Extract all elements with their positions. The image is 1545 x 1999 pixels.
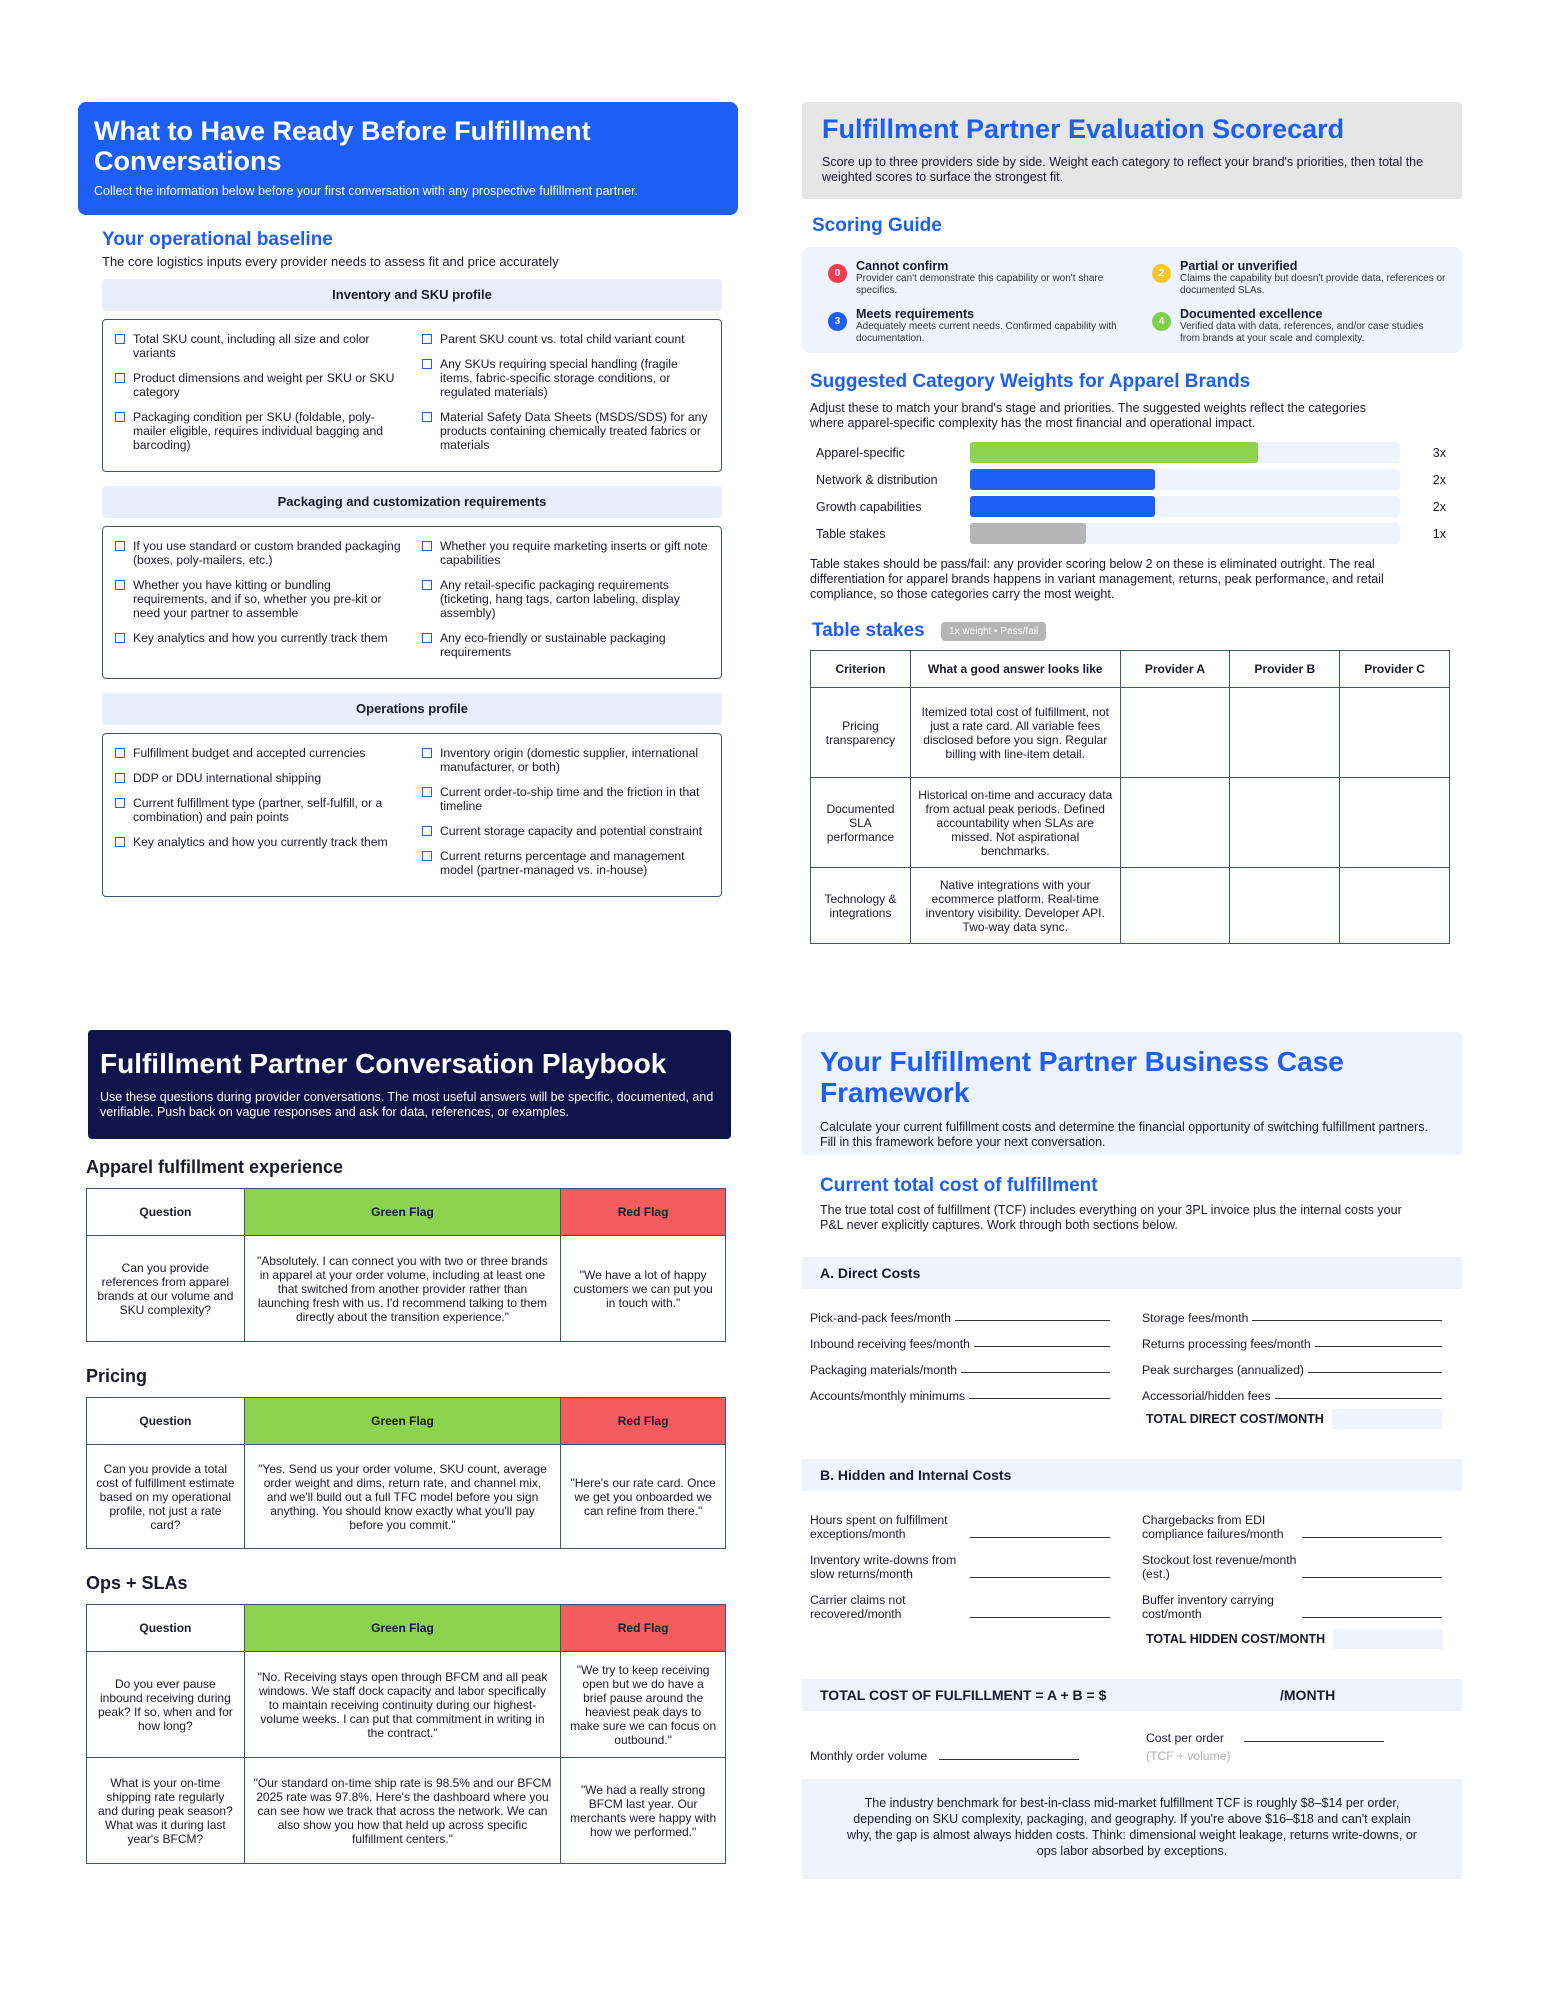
tcf-title: Current total cost of fulfillment — [820, 1175, 1098, 1196]
score-label: Documented excellence — [1180, 307, 1323, 321]
green-flag-header: Green Flag — [244, 1189, 560, 1236]
cost-field-line[interactable] — [974, 1346, 1110, 1347]
scoring-guide-item — [828, 259, 1122, 297]
checklist-item-label: Fulfillment budget and accepted currencies — [133, 746, 366, 760]
checklist-section-title: Inventory and SKU profile — [102, 279, 722, 311]
checklist-item[interactable] — [422, 849, 709, 877]
cost-field-line[interactable] — [970, 1617, 1110, 1618]
checkbox-icon[interactable] — [422, 541, 432, 551]
monthly-volume-field — [810, 1731, 1146, 1763]
weight-label: Network & distribution — [816, 472, 938, 487]
ready-checklist-panel — [78, 102, 738, 897]
checklist-item-label: Whether you have kitting or bundling requirements, and if so, whether you pre-kit or need your partner to assemble — [133, 578, 382, 620]
direct-costs-band: A. Direct Costs — [802, 1257, 1462, 1289]
checklist-item-label: Product dimensions and weight per SKU or SKU category — [133, 371, 395, 399]
weight-row — [802, 439, 1462, 466]
scoring-guide — [802, 247, 1462, 353]
cost-field — [810, 1351, 1118, 1377]
scorecard-title: Fulfillment Partner Evaluation Scorecard — [822, 114, 1345, 144]
hidden-total-label: TOTAL HIDDEN COST/MONTH — [1146, 1632, 1326, 1646]
weight-value: 2x — [1432, 499, 1446, 514]
checklist-item[interactable] — [115, 371, 402, 399]
checklist-column-right — [422, 539, 709, 670]
cost-field-line[interactable] — [961, 1372, 1110, 1373]
red-flag-header: Red Flag — [561, 1605, 726, 1652]
direct-total-field[interactable] — [1332, 1409, 1442, 1429]
checklist-column-left — [115, 539, 402, 670]
playbook-sections — [86, 1157, 731, 1864]
checklist-box — [102, 733, 722, 897]
order-metrics — [802, 1731, 1462, 1763]
table-row — [811, 778, 1450, 868]
checkbox-icon[interactable] — [422, 359, 432, 369]
table-stakes-heading — [812, 620, 1462, 642]
cost-field — [810, 1299, 1118, 1325]
cost-field — [1142, 1581, 1450, 1621]
green-flag-header: Green Flag — [244, 1398, 560, 1445]
checklist-item-label: Any SKUs requiring special handling (fragile items, fabric-specific storage conditions, or regulated materials) — [440, 357, 678, 399]
question-cell: Do you ever pause inbound receiving during peak? If so, when and for how long? — [87, 1652, 245, 1758]
checklist-item[interactable] — [115, 410, 402, 452]
cost-field-label: Pick-and-pack fees/month — [810, 1311, 951, 1325]
total-cost-band — [802, 1679, 1462, 1711]
cost-field — [810, 1377, 1118, 1403]
checklist-item[interactable] — [115, 631, 402, 645]
scoring-guide-item — [1152, 307, 1446, 345]
cost-field-label: Buffer inventory carrying cost/month — [1142, 1593, 1274, 1621]
cost-field-label: Packaging materials/month — [810, 1363, 957, 1377]
baseline-subtitle: The core logistics inputs every provider needs to assess fit and price accurately — [102, 254, 559, 269]
hidden-right-column — [1142, 1501, 1450, 1621]
hidden-costs-band: B. Hidden and Internal Costs — [802, 1459, 1462, 1491]
direct-costs-fields — [802, 1289, 1462, 1403]
provider-b-score-cell[interactable] — [1230, 868, 1340, 944]
score-label: Partial or unverified — [1180, 259, 1298, 273]
checkbox-icon[interactable] — [422, 580, 432, 590]
cost-field-line[interactable] — [955, 1320, 1110, 1321]
checklist-item[interactable] — [422, 539, 709, 567]
provider-a-score-cell[interactable] — [1120, 868, 1230, 944]
checklist-item[interactable] — [422, 578, 709, 620]
playbook-section-title: Apparel fulfillment experience — [86, 1157, 344, 1177]
checklist-item-label: Parent SKU count vs. total child variant count — [440, 332, 685, 346]
checklist-box — [102, 319, 722, 472]
cost-field-label: Returns processing fees/month — [1142, 1337, 1311, 1351]
green-flag-cell: "Our standard on-time ship rate is 98.5% and our BFCM 2025 rate was 97.8%. Here's the dashboard where you can see how we track that across the network. We can also show you how that held up across specific fulfillment centers." — [244, 1758, 560, 1864]
table-row — [87, 1758, 726, 1864]
table-stakes-title: Table stakes — [812, 620, 925, 641]
weight-label: Apparel-specific — [816, 445, 905, 460]
red-flag-cell: "We try to keep receiving open but we do have a brief pause around the heaviest peak days to make sure we can focus on outbound." — [561, 1652, 726, 1758]
green-flag-header: Green Flag — [244, 1605, 560, 1652]
cost-per-order-line[interactable] — [1244, 1741, 1384, 1742]
checklist-sections — [78, 279, 738, 897]
hidden-left-column — [810, 1501, 1118, 1621]
weight-row — [802, 466, 1462, 493]
checklist-item[interactable] — [115, 771, 402, 785]
weight-row — [802, 493, 1462, 520]
checklist-item[interactable] — [115, 835, 402, 849]
checkbox-icon[interactable] — [115, 633, 125, 643]
weight-label: Growth capabilities — [816, 499, 922, 514]
hidden-total-field[interactable] — [1333, 1629, 1443, 1649]
weight-track — [970, 469, 1400, 490]
question-header: Question — [87, 1605, 245, 1652]
weights-title: Suggested Category Weights for Apparel Brands — [810, 371, 1251, 392]
checklist-item[interactable] — [422, 332, 709, 346]
table-row — [811, 688, 1450, 778]
checkbox-icon[interactable] — [115, 837, 125, 847]
checklist-item-label: Any eco-friendly or sustainable packaging requirements — [440, 631, 666, 659]
checkbox-icon[interactable] — [422, 748, 432, 758]
cost-field-label: Hours spent on fulfillment exceptions/month — [810, 1513, 948, 1541]
cost-field-line[interactable] — [1275, 1398, 1442, 1399]
checkbox-icon[interactable] — [115, 580, 125, 590]
checklist-item[interactable] — [422, 785, 709, 813]
ready-header — [78, 102, 738, 215]
provider-a-score-cell[interactable] — [1120, 688, 1230, 778]
checkbox-icon[interactable] — [422, 334, 432, 344]
red-flag-cell: "We had a really strong BFCM last year. Our merchants were happy with how we performed." — [561, 1758, 726, 1864]
criterion-cell: Technology & integrations — [811, 868, 911, 944]
green-flag-cell: "Absolutely. I can connect you with two or three brands in apparel at your order volume, including at least one that switched from another provider rather than launching fresh with us. I'd recommend talking to them directly about the transition experience." — [244, 1236, 560, 1342]
cost-field-label: Inventory write-downs from slow returns/month — [810, 1553, 957, 1581]
checklist-item-label: Total SKU count, including all size and color variants — [133, 332, 370, 360]
weight-bar — [970, 496, 1155, 517]
good-answer-cell: Historical on-time and accuracy data from actual peak periods. Defined accountability when SLAs are missed. Not aspirational benchmarks. — [910, 778, 1120, 868]
weights-note: Table stakes should be pass/fail: any provider scoring below 2 on these is eliminated outright. The real differentiation for apparel brands happens in variant management, returns, peak performance, and retail compliance, so those categories carry the most weight. — [810, 557, 1384, 601]
checkbox-icon[interactable] — [422, 412, 432, 422]
monthly-volume-line[interactable] — [939, 1759, 1079, 1760]
checklist-item-label: DDP or DDU international shipping — [133, 771, 322, 785]
ready-title: What to Have Ready Before Fulfillment Conversations — [94, 116, 591, 176]
scorecard-subtitle: Score up to three providers side by side. Weight each category to reflect your brand's priorities, then total the weighted scores to surface the strongest fit. — [822, 155, 1424, 184]
score-description: Provider can't demonstrate this capability or won't share specifics. — [856, 273, 1104, 296]
cost-field-label: Storage fees/month — [1142, 1311, 1249, 1325]
scoring-guide-item — [1152, 259, 1446, 297]
weight-value: 2x — [1432, 472, 1446, 487]
checkbox-icon[interactable] — [422, 851, 432, 861]
cost-field-line[interactable] — [1302, 1577, 1442, 1578]
cost-field-label: Stockout lost revenue/month (est.) — [1142, 1553, 1297, 1581]
checklist-column-left — [115, 746, 402, 888]
red-flag-header: Red Flag — [561, 1398, 726, 1445]
hidden-total — [1146, 1629, 1462, 1649]
scoring-guide-item — [828, 307, 1122, 345]
cost-per-order-label: Cost per order — [1146, 1731, 1224, 1745]
cost-field-label: Accessorial/hidden fees — [1142, 1389, 1271, 1403]
checklist-item[interactable] — [115, 332, 402, 360]
checkbox-icon[interactable] — [115, 773, 125, 783]
green-flag-cell: "Yes. Send us your order volume, SKU count, average order weight and dims, return rate, and channel mix, and we'll build out a full TFC model before you sign anything. You should know exactly what you'll pay before you commit." — [244, 1445, 560, 1549]
cost-field — [1142, 1541, 1450, 1581]
playbook-subtitle: Use these questions during provider conversations. The most useful answers will be specific, documented, and verifiable. Push back on vague responses and ask for data, references, or examples. — [100, 1090, 714, 1119]
cost-field — [810, 1581, 1118, 1621]
checklist-item-label: Current storage capacity and potential constraint — [440, 824, 703, 838]
benchmark-note: The industry benchmark for best-in-class mid-market fulfillment TCF is roughly $8–$14 per order, depending on SKU complexity, packaging, and geography. If you're above $16–$18 and can't explain why, the gap is almost always hidden costs. Think: dimensional weight leakage, returns write-downs, or ops labor absorbed by exceptions. — [802, 1779, 1462, 1879]
cost-field — [810, 1501, 1118, 1541]
checklist-box — [102, 526, 722, 679]
checkbox-icon[interactable] — [422, 787, 432, 797]
red-flag-header: Red Flag — [561, 1189, 726, 1236]
weight-bar — [970, 469, 1155, 490]
business-case-subtitle: Calculate your current fulfillment costs and determine the financial opportunity of switching fulfillment partners. Fill in this framework before your next conversation. — [820, 1120, 1428, 1149]
score-label: Meets requirements — [856, 307, 975, 321]
cost-field-line[interactable] — [1308, 1372, 1442, 1373]
weight-track — [970, 496, 1400, 517]
checklist-item[interactable] — [115, 539, 402, 567]
weights-subtitle: Adjust these to match your brand's stage and priorities. The suggested weights reflect the categories where apparel-specific complexity has the most financial and operational impact. — [810, 401, 1366, 430]
checklist-section-title: Operations profile — [102, 693, 722, 725]
red-flag-cell: "We have a lot of happy customers we can put you in touch with." — [561, 1236, 726, 1342]
weight-value: 3x — [1432, 445, 1446, 460]
checklist-item[interactable] — [422, 631, 709, 659]
provider-b-score-cell[interactable] — [1230, 778, 1340, 868]
playbook-header — [88, 1030, 731, 1139]
score-badge: 4 — [1152, 312, 1171, 331]
question-cell: Can you provide references from apparel brands at our volume and SKU complexity? — [87, 1236, 245, 1342]
checklist-item-label: If you use standard or custom branded packaging (boxes, poly-mailers, etc.) — [133, 539, 401, 567]
cost-field-line[interactable] — [970, 1577, 1110, 1578]
baseline-title: Your operational baseline — [102, 229, 333, 250]
provider-b-score-cell[interactable] — [1230, 688, 1340, 778]
table-stakes-table — [810, 650, 1450, 944]
checklist-item-label: Current fulfillment type (partner, self-fulfill, or a combination) and pain points — [133, 796, 383, 824]
cost-field — [1142, 1325, 1450, 1351]
score-label: Cannot confirm — [856, 259, 949, 273]
criterion-cell: Documented SLA performance — [811, 778, 911, 868]
checklist-item[interactable] — [115, 746, 402, 760]
criterion-cell: Pricing transparency — [811, 688, 911, 778]
checklist-item[interactable] — [115, 796, 402, 824]
playbook-section-title: Ops + SLAs — [86, 1573, 188, 1593]
checkbox-icon[interactable] — [422, 826, 432, 836]
cost-field-line[interactable] — [1252, 1320, 1442, 1321]
checkbox-icon[interactable] — [115, 541, 125, 551]
provider-c-score-cell[interactable] — [1340, 688, 1450, 778]
cost-field-line[interactable] — [969, 1398, 1110, 1399]
cost-field — [1142, 1351, 1450, 1377]
ready-subtitle: Collect the information below before your first conversation with any prospective fulfillment partner. — [94, 184, 639, 198]
checklist-item-label: Current returns percentage and management model (partner-managed vs. in-house) — [440, 849, 685, 877]
checklist-item-label: Any retail-specific packaging requirements (ticketing, hang tags, carton labeling, display assembly) — [440, 578, 680, 620]
cost-per-order-hint: (TCF ÷ volume) — [1146, 1749, 1231, 1763]
weight-row — [802, 520, 1462, 547]
checklist-item[interactable] — [115, 578, 402, 620]
table-stakes-pill: 1x weight • Pass/fail — [941, 622, 1046, 641]
direct-total-label: TOTAL DIRECT COST/MONTH — [1146, 1412, 1324, 1426]
monthly-volume-label: Monthly order volume — [810, 1749, 928, 1763]
table-row — [87, 1652, 726, 1758]
checklist-column-right — [422, 332, 709, 463]
provider-c-score-cell[interactable] — [1340, 778, 1450, 868]
weight-label: Table stakes — [816, 526, 886, 541]
scorecard-header — [802, 102, 1462, 199]
checkbox-icon[interactable] — [115, 798, 125, 808]
total-cost-label: TOTAL COST OF FULFILLMENT = A + B = $ — [820, 1687, 1107, 1703]
score-description: Verified data with data, references, and/or case studies from brands at your scale and complexity. — [1180, 321, 1424, 344]
weight-bar — [970, 442, 1258, 463]
question-cell: What is your on-time shipping rate regularly and during peak season? What was it during last year's BFCM? — [87, 1758, 245, 1864]
cost-field-line[interactable] — [1302, 1537, 1442, 1538]
cost-field — [810, 1541, 1118, 1581]
checklist-item-label: Whether you require marketing inserts or gift note capabilities — [440, 539, 708, 567]
table-stakes-header: Criterion — [811, 651, 911, 688]
good-answer-cell: Native integrations with your ecommerce platform. Real-time inventory visibility. Developer API. Two-way data sync. — [910, 868, 1120, 944]
business-case-header — [802, 1032, 1462, 1155]
cost-field — [1142, 1377, 1450, 1403]
cost-field-label: Accounts/monthly minimums — [810, 1389, 966, 1403]
checklist-column-right — [422, 746, 709, 888]
direct-total — [1146, 1409, 1462, 1429]
table-row — [87, 1445, 726, 1549]
total-cost-unit: /MONTH — [1280, 1687, 1336, 1703]
checklist-item-label: Key analytics and how you currently track them — [133, 631, 388, 645]
playbook-table — [86, 1604, 726, 1864]
weight-bar — [970, 523, 1086, 544]
cost-field-line[interactable] — [1315, 1346, 1442, 1347]
table-row — [811, 868, 1450, 944]
cost-field-label: Peak surcharges (annualized) — [1142, 1363, 1304, 1377]
provider-a-score-cell[interactable] — [1120, 778, 1230, 868]
checklist-item-label: Packaging condition per SKU (foldable, poly-mailer eligible, requires individual bagging and barcoding) — [133, 410, 383, 452]
playbook-section-title: Pricing — [86, 1366, 148, 1386]
scorecard-panel — [802, 102, 1462, 944]
cost-field-label: Inbound receiving fees/month — [810, 1337, 970, 1351]
good-answer-cell: Itemized total cost of fulfillment, not just a rate card. All variable fees disclosed before you sign. Regular billing with line-item detail. — [910, 688, 1120, 778]
checkbox-icon[interactable] — [115, 373, 125, 383]
green-flag-cell: "No. Receiving stays open through BFCM and all peak windows. We staff dock capacity and labor specifically to maintain receiving continuity during our highest-volume weeks. I can put that commitment in writing in the contract." — [244, 1652, 560, 1758]
table-stakes-header: Provider C — [1340, 651, 1450, 688]
score-badge: 0 — [828, 264, 847, 283]
playbook-table — [86, 1397, 726, 1549]
cost-field — [1142, 1299, 1450, 1325]
score-badge: 2 — [1152, 264, 1171, 283]
cost-field-line[interactable] — [970, 1537, 1110, 1538]
cost-field — [810, 1325, 1118, 1351]
red-flag-cell: "Here's our rate card. Once we get you onboarded we can refine from there." — [561, 1445, 726, 1549]
table-row — [87, 1236, 726, 1342]
checkbox-icon[interactable] — [115, 334, 125, 344]
table-stakes-header: Provider A — [1120, 651, 1230, 688]
business-case-title: Your Fulfillment Partner Business Case Framework — [820, 1046, 1344, 1108]
cost-per-order-field — [1146, 1731, 1384, 1763]
cost-field-label: Carrier claims not recovered/month — [810, 1593, 906, 1621]
checklist-item[interactable] — [422, 357, 709, 399]
weight-track — [970, 442, 1400, 463]
playbook-table — [86, 1188, 726, 1342]
playbook-title: Fulfillment Partner Conversation Playbook — [100, 1048, 667, 1079]
score-description: Claims the capability but doesn't provide data, references or documented SLAs. — [1180, 273, 1446, 296]
checklist-item-label: Inventory origin (domestic supplier, international manufacturer, or both) — [440, 746, 699, 774]
checklist-item[interactable] — [422, 824, 709, 838]
weight-value: 1x — [1432, 526, 1446, 541]
checkbox-icon[interactable] — [115, 748, 125, 758]
checklist-item-label: Current order-to-ship time and the friction in that timeline — [440, 785, 700, 813]
cost-field-label: Chargebacks from EDI compliance failures/month — [1142, 1513, 1284, 1541]
provider-c-score-cell[interactable] — [1340, 868, 1450, 944]
direct-left-column — [810, 1299, 1118, 1403]
checklist-item-label: Key analytics and how you currently track them — [133, 835, 388, 849]
score-description: Adequately meets current needs. Confirmed capability with documentation. — [856, 321, 1117, 344]
weight-track — [970, 523, 1400, 544]
direct-right-column — [1142, 1299, 1450, 1403]
question-cell: Can you provide a total cost of fulfillment estimate based on my operational profile, not just a rate card? — [87, 1445, 245, 1549]
playbook-panel — [86, 1030, 731, 1864]
cost-field — [1142, 1501, 1450, 1541]
question-header: Question — [87, 1189, 245, 1236]
question-header: Question — [87, 1398, 245, 1445]
checkbox-icon[interactable] — [422, 633, 432, 643]
hidden-costs-fields — [802, 1491, 1462, 1621]
tcf-subtitle: The true total cost of fulfillment (TCF) includes everything on your 3PL invoice plus the internal costs your P&L never explicitly captures. Work through both sections below. — [820, 1203, 1402, 1232]
checklist-item[interactable] — [422, 410, 709, 452]
scoring-guide-title: Scoring Guide — [812, 215, 942, 236]
business-case-panel — [802, 1032, 1462, 1879]
table-stakes-header: What a good answer looks like — [910, 651, 1120, 688]
cost-field-line[interactable] — [1302, 1617, 1442, 1618]
checklist-item-label: Material Safety Data Sheets (MSDS/SDS) for any products containing chemically treated fabrics or materials — [440, 410, 708, 452]
checkbox-icon[interactable] — [115, 412, 125, 422]
score-badge: 3 — [828, 312, 847, 331]
weights-chart — [802, 439, 1462, 547]
checklist-item[interactable] — [422, 746, 709, 774]
checklist-section-title: Packaging and customization requirements — [102, 486, 722, 518]
table-stakes-header: Provider B — [1230, 651, 1340, 688]
checklist-column-left — [115, 332, 402, 463]
